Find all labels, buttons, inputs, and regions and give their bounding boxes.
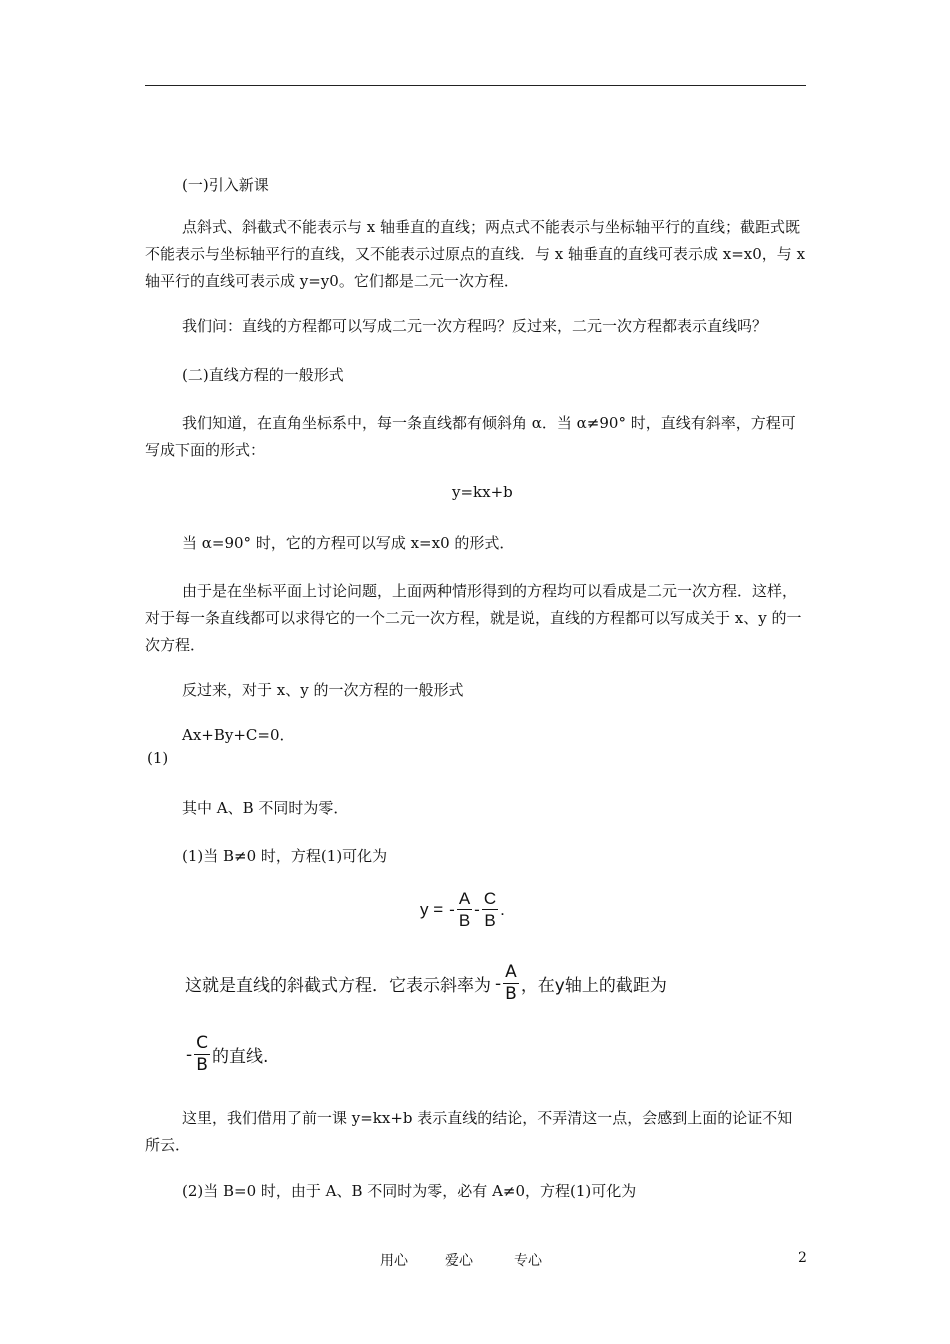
fraction-denominator: B (505, 984, 517, 1004)
slope-fraction (503, 962, 519, 1005)
fraction-c-over-b (482, 888, 498, 931)
footer-motto-2: 爱心 (445, 1253, 473, 1269)
paragraph-9-text-c: 的直线. (212, 1047, 269, 1067)
paragraph-9-line-1 (185, 962, 667, 1005)
paragraph-2: 我们问：直线的方程都可以写成二元一次方程吗？反过来，二元一次方程都表示直线吗？ (182, 317, 768, 335)
paragraph-5: 由于是在坐标平面上讨论问题，上面两种情形得到的方程均可以看成是二元一次方程．这样，对于每一条直线都可以求得它的一个二元一次方程，就是说，直线的方程都可以写成关于 x、y 的一次方程． (145, 582, 802, 654)
fraction-denominator: B (196, 1055, 208, 1075)
page-number: 2 (798, 1250, 807, 1266)
fraction-numerator: A (458, 889, 471, 908)
fraction-a-over-b (457, 888, 472, 931)
paragraph-6: 反过来，对于 x、y 的一次方程的一般形式 (182, 681, 464, 699)
fraction-numerator: C (196, 1033, 209, 1053)
fraction-numerator: C (483, 889, 497, 908)
formula-minus-2: - (474, 899, 480, 919)
paragraph-9-line-2 (186, 1033, 268, 1076)
paragraph-9-text-a: 这就是直线的斜截式方程．它表示斜率为 (185, 976, 491, 996)
paragraph-10: 这里，我们借用了前一课 y=kx+b 表示直线的结论，不弄清这一点，会感到上面的论证不知所云． (145, 1109, 793, 1154)
paragraph-4: 当 α=90° 时，它的方程可以写成 x=x0 的形式． (182, 534, 515, 552)
slope-minus: - (495, 973, 502, 994)
paragraph-3: 我们知道，在直角坐标系中，每一条直线都有倾斜角 α．当 α≠90° 时，直线有斜率，方程可写成下面的形式： (145, 414, 796, 459)
paragraph-8: (1)当 B≠0 时，方程(1)可化为 (182, 847, 388, 865)
fraction-numerator: A (505, 962, 517, 982)
formula-lhs: y = (420, 899, 444, 919)
formula-y-equals (420, 888, 505, 931)
footer-motto-3: 专心 (514, 1253, 542, 1269)
formula-minus-1: - (449, 899, 455, 919)
footer-motto-1: 用心 (380, 1253, 408, 1269)
equation-general-form: Ax+By+C=0． (182, 726, 295, 744)
intercept-fraction (194, 1033, 210, 1076)
paragraph-7: 其中 A、B 不同时为零． (182, 799, 349, 817)
paragraph-1: 点斜式、斜截式不能表示与 x 轴垂直的直线；两点式不能表示与坐标轴平行的直线；截距式既不能表示与坐标轴平行的直线，又不能表示过原点的直线．与 x 轴垂直的直线可表示成 x=x0，与 x 轴平行的直线可表示成 y=y0。它们都是二元一次方程． (145, 218, 806, 290)
fraction-denominator: B (458, 911, 471, 930)
fraction-denominator: B (484, 911, 496, 930)
section-title-1: (一)引入新课 (182, 176, 269, 194)
equation-slope-intercept: y=kx+b (452, 483, 513, 501)
intercept-minus: - (186, 1044, 193, 1065)
header-rule (145, 85, 806, 86)
formula-period: . (500, 899, 505, 919)
paragraph-11: (2)当 B=0 时，由于 A、B 不同时为零，必有 A≠0，方程(1)可化为 (182, 1182, 637, 1200)
section-title-2: (二)直线方程的一般形式 (182, 366, 344, 384)
paragraph-9-text-b: ，在y轴上的截距为 (520, 976, 667, 996)
equation-number: (1) (147, 749, 169, 767)
